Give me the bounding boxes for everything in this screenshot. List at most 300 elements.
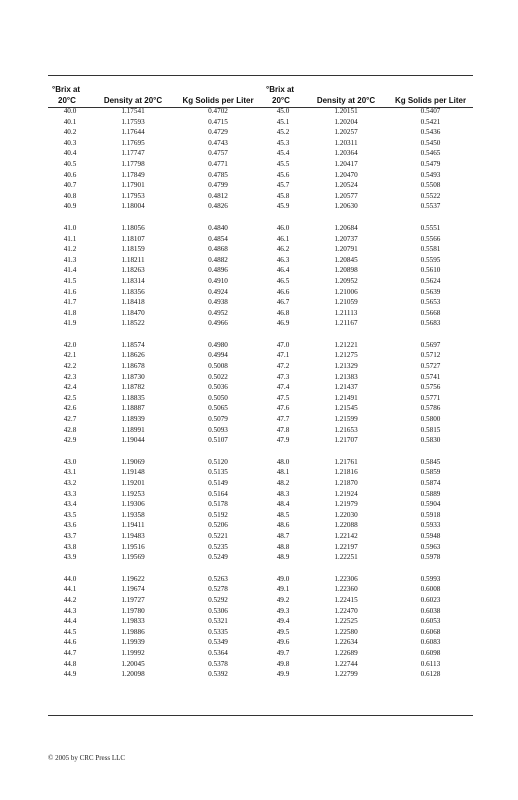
cell-density-right: 1.20791	[334, 245, 358, 254]
table-row	[48, 350, 473, 361]
cell-brix-left: 44.9	[63, 670, 77, 679]
cell-solids-left: 0.5221	[208, 531, 228, 540]
table-row	[48, 318, 473, 329]
cell-solids-right: 0.5595	[420, 255, 441, 264]
table-row	[48, 467, 473, 478]
cell-solids-right: 0.6038	[420, 606, 441, 615]
cell-brix-right: 49.4	[276, 617, 290, 626]
cell-brix-right: 47.5	[276, 393, 290, 402]
table-row	[48, 552, 473, 563]
table-row	[48, 574, 473, 585]
cell-solids-right: 0.5683	[420, 319, 441, 328]
cell-density-right: 1.22470	[334, 606, 358, 615]
cell-solids-right: 0.6008	[420, 585, 441, 594]
cell-solids-right: 0.6023	[420, 595, 441, 604]
cell-density-right: 1.21383	[334, 372, 358, 381]
table-row	[48, 180, 473, 191]
cell-brix-left: 44.3	[63, 606, 77, 615]
cell-solids-left: 0.5335	[208, 627, 228, 636]
cell-brix-left: 44.4	[63, 617, 77, 626]
header-solids-left: Kg Solids per Liter	[182, 96, 254, 105]
group-spacer	[48, 446, 473, 457]
cell-solids-left: 0.5149	[208, 479, 228, 487]
cell-solids-left: 0.4980	[208, 340, 228, 349]
cell-density-right: 1.21113	[334, 308, 358, 317]
cell-solids-left: 0.4952	[208, 308, 228, 317]
cell-density-right: 1.20684	[334, 223, 358, 232]
cell-brix-left: 42.1	[63, 351, 77, 360]
cell-density-right: 1.22197	[334, 542, 358, 551]
cell-solids-left: 0.4924	[208, 287, 228, 296]
table-row	[48, 648, 473, 659]
header-brix-line2: 20°C	[58, 96, 76, 105]
cell-solids-left: 0.4882	[208, 255, 228, 264]
cell-solids-left: 0.5292	[208, 595, 228, 604]
cell-solids-right: 0.5610	[420, 266, 441, 275]
cell-brix-left: 44.8	[63, 659, 77, 668]
cell-brix-left: 40.7	[63, 181, 77, 190]
cell-brix-left: 42.3	[63, 372, 77, 381]
cell-solids-right: 0.5815	[420, 425, 441, 434]
cell-solids-right: 0.5668	[420, 308, 441, 317]
table-row	[48, 637, 473, 648]
cell-density-right: 1.20204	[334, 117, 358, 126]
cell-density-right: 1.22415	[334, 595, 358, 604]
spacer-cell	[48, 212, 473, 223]
cell-brix-right: 48.1	[276, 468, 290, 477]
cell-density-left: 1.17798	[121, 159, 145, 168]
cell-solids-left: 0.4729	[208, 128, 228, 137]
cell-brix-right: 48.7	[276, 531, 290, 540]
cell-brix-left: 41.8	[63, 308, 77, 317]
cell-density-left: 1.19569	[121, 553, 145, 562]
cell-brix-right: 46.0	[276, 223, 290, 232]
cell-density-left: 1.18939	[121, 415, 145, 424]
table-row	[48, 510, 473, 521]
cell-density-left: 1.19483	[121, 531, 145, 540]
cell-density-right: 1.20737	[334, 234, 358, 243]
cell-solids-left: 0.4910	[208, 276, 228, 285]
cell-brix-right: 47.0	[276, 340, 290, 349]
cell-brix-right: 46.8	[276, 308, 290, 317]
table-row	[48, 382, 473, 393]
cell-density-left: 1.17901	[121, 181, 145, 190]
cell-brix-right: 49.0	[276, 574, 290, 583]
cell-density-right: 1.21059	[334, 298, 358, 307]
cell-density-right: 1.22030	[334, 510, 358, 519]
cell-density-right: 1.21761	[334, 457, 358, 466]
cell-density-left: 1.18159	[121, 245, 145, 254]
cell-solids-left: 0.5022	[208, 372, 228, 381]
cell-density-right: 1.21275	[334, 351, 358, 360]
cell-density-left: 1.18626	[121, 351, 145, 360]
cell-density-right: 1.22142	[334, 531, 358, 540]
cell-density-right: 1.21491	[334, 393, 358, 402]
cell-solids-right: 0.5639	[420, 287, 441, 296]
cell-brix-right: 48.2	[276, 479, 290, 487]
cell-solids-left: 0.5349	[208, 638, 228, 647]
cell-brix-right: 46.4	[276, 266, 290, 275]
cell-solids-right: 0.6068	[420, 627, 441, 636]
cell-density-left: 1.19516	[121, 542, 145, 551]
cell-density-left: 1.19358	[121, 510, 145, 519]
cell-density-left: 1.17747	[121, 149, 145, 158]
cell-brix-left: 41.0	[63, 223, 77, 232]
cell-solids-right: 0.6083	[420, 638, 441, 647]
cell-density-right: 1.22306	[334, 574, 358, 583]
cell-brix-left: 41.1	[63, 234, 77, 243]
cell-density-left: 1.17953	[121, 191, 145, 200]
cell-density-right: 1.22799	[334, 670, 358, 679]
cell-solids-left: 0.5120	[208, 457, 228, 466]
spacer-cell	[48, 563, 473, 574]
cell-solids-left: 0.5235	[208, 542, 228, 551]
cell-brix-left: 42.8	[63, 425, 77, 434]
cell-solids-left: 0.5178	[208, 500, 228, 509]
cell-density-right: 1.20257	[334, 128, 358, 137]
cell-solids-left: 0.4938	[208, 298, 228, 307]
header-solids-right: Kg Solids per Liter	[394, 96, 467, 105]
table-row	[48, 265, 473, 276]
cell-brix-right: 45.8	[276, 191, 290, 200]
cell-brix-left: 41.3	[63, 255, 77, 264]
cell-density-right: 1.21924	[334, 489, 358, 498]
cell-density-right: 1.20952	[334, 276, 358, 285]
cell-solids-right: 0.5771	[420, 393, 441, 402]
cell-solids-right: 0.6128	[420, 670, 441, 679]
table-row	[48, 276, 473, 287]
cell-density-left: 1.18418	[121, 298, 145, 307]
table-row	[48, 234, 473, 245]
brix-density-table	[48, 84, 473, 680]
cell-density-left: 1.18470	[121, 308, 145, 317]
cell-density-right: 1.21167	[334, 319, 358, 328]
header-brix-right	[262, 84, 304, 106]
cell-brix-right: 49.3	[276, 606, 290, 615]
cell-brix-right: 48.9	[276, 553, 290, 562]
cell-brix-left: 40.1	[63, 117, 77, 126]
table-row	[48, 372, 473, 383]
table-row	[48, 457, 473, 468]
table-row	[48, 361, 473, 372]
cell-density-left: 1.18678	[121, 362, 145, 371]
cell-solids-right: 0.5933	[420, 521, 441, 530]
cell-brix-left: 43.5	[63, 510, 77, 519]
table-row	[48, 138, 473, 149]
cell-solids-left: 0.4896	[208, 266, 228, 275]
cell-solids-left: 0.4715	[208, 117, 228, 126]
cell-brix-left: 42.6	[63, 404, 77, 413]
cell-solids-right: 0.5978	[420, 553, 441, 562]
table-row	[48, 520, 473, 531]
cell-brix-left: 43.8	[63, 542, 77, 551]
cell-brix-left: 43.9	[63, 553, 77, 562]
cell-density-right: 1.21599	[334, 415, 358, 424]
cell-solids-right: 0.5581	[420, 245, 441, 254]
cell-density-right: 1.20524	[334, 181, 358, 190]
cell-brix-right: 48.4	[276, 500, 290, 509]
cell-brix-right: 45.2	[276, 128, 290, 137]
cell-brix-left: 41.2	[63, 245, 77, 254]
table-row	[48, 127, 473, 138]
cell-solids-left: 0.5306	[208, 606, 228, 615]
cell-solids-right: 0.5407	[420, 107, 441, 115]
cell-brix-left: 40.4	[63, 149, 77, 158]
cell-brix-left: 42.9	[63, 436, 77, 445]
cell-brix-left: 40.2	[63, 128, 77, 137]
cell-brix-left: 42.7	[63, 415, 77, 424]
cell-brix-left: 40.6	[63, 170, 77, 179]
cell-solids-right: 0.5845	[420, 457, 441, 466]
cell-brix-right: 49.1	[276, 585, 290, 594]
cell-brix-left: 41.6	[63, 287, 77, 296]
cell-solids-left: 0.5192	[208, 510, 228, 519]
cell-solids-right: 0.5889	[420, 489, 441, 498]
cell-density-left: 1.19992	[121, 648, 145, 657]
cell-solids-right: 0.5741	[420, 372, 441, 381]
cell-density-right: 1.21329	[334, 362, 358, 371]
cell-brix-right: 45.9	[276, 202, 290, 211]
cell-solids-right: 0.5800	[420, 415, 441, 424]
cell-brix-left: 41.5	[63, 276, 77, 285]
header-brix-left	[48, 84, 92, 106]
cell-density-right: 1.22634	[334, 638, 358, 647]
cell-brix-right: 45.0	[276, 107, 290, 115]
cell-solids-left: 0.5164	[208, 489, 228, 498]
cell-brix-left: 43.6	[63, 521, 77, 530]
cell-solids-left: 0.5263	[208, 574, 228, 583]
cell-brix-right: 49.5	[276, 627, 290, 636]
table-row	[48, 425, 473, 436]
table-row	[48, 148, 473, 159]
cell-solids-left: 0.4966	[208, 319, 228, 328]
cell-solids-right: 0.5624	[420, 276, 441, 285]
cell-density-left: 1.18263	[121, 266, 145, 275]
cell-density-right: 1.20577	[334, 191, 358, 200]
cell-brix-right: 46.6	[276, 287, 290, 296]
cell-density-right: 1.22744	[334, 659, 358, 668]
cell-solids-left: 0.4771	[208, 159, 228, 168]
cell-brix-right: 48.5	[276, 510, 290, 519]
table-row	[48, 616, 473, 627]
cell-brix-left: 40.5	[63, 159, 77, 168]
cell-density-right: 1.21707	[334, 436, 358, 445]
cell-brix-right: 49.2	[276, 595, 290, 604]
cell-density-right: 1.21545	[334, 404, 358, 413]
table-row	[48, 170, 473, 181]
cell-solids-right: 0.5566	[420, 234, 441, 243]
cell-density-left: 1.19148	[121, 468, 145, 477]
group-spacer	[48, 563, 473, 574]
cell-brix-right: 47.1	[276, 351, 290, 360]
cell-solids-right: 0.5436	[420, 128, 441, 137]
cell-solids-left: 0.5321	[208, 617, 228, 626]
cell-solids-right: 0.5537	[420, 202, 441, 211]
cell-solids-right: 0.5421	[420, 117, 441, 126]
cell-density-left: 1.17541	[121, 107, 145, 115]
cell-density-right: 1.22580	[334, 627, 358, 636]
cell-density-left: 1.18835	[121, 393, 145, 402]
cell-density-left: 1.19069	[121, 457, 145, 466]
cell-brix-left: 43.0	[63, 457, 77, 466]
cell-density-left: 1.18056	[121, 223, 145, 232]
table-row	[48, 297, 473, 308]
table-row	[48, 159, 473, 170]
cell-brix-left: 41.7	[63, 298, 77, 307]
cell-density-left: 1.18574	[121, 340, 145, 349]
cell-solids-left: 0.5065	[208, 404, 228, 413]
table-row	[48, 340, 473, 351]
cell-brix-left: 43.2	[63, 479, 77, 487]
cell-density-left: 1.19939	[121, 638, 145, 647]
cell-density-right: 1.22251	[334, 553, 358, 562]
cell-brix-left: 43.7	[63, 531, 77, 540]
cell-solids-right: 0.5993	[420, 574, 441, 583]
cell-density-left: 1.18314	[121, 276, 145, 285]
cell-density-right: 1.22360	[334, 585, 358, 594]
cell-density-right: 1.20470	[334, 170, 358, 179]
cell-density-left: 1.19833	[121, 617, 145, 626]
cell-density-right: 1.20417	[334, 159, 358, 168]
cell-brix-right: 48.0	[276, 457, 290, 466]
cell-solids-right: 0.5874	[420, 479, 441, 487]
group-spacer	[48, 212, 473, 223]
cell-brix-left: 43.4	[63, 500, 77, 509]
cell-density-right: 1.20311	[334, 138, 358, 147]
header-density-right: Density at 20°C	[316, 96, 376, 105]
header-brix-line1: °Brix at	[52, 85, 81, 94]
cell-solids-left: 0.4994	[208, 351, 228, 360]
table-row	[48, 627, 473, 638]
cell-solids-left: 0.5392	[208, 670, 228, 679]
table-row	[48, 403, 473, 414]
cell-brix-left: 40.8	[63, 191, 77, 200]
cell-density-right: 1.20630	[334, 202, 358, 211]
cell-solids-right: 0.5493	[420, 170, 441, 179]
cell-solids-left: 0.4812	[208, 191, 228, 200]
cell-brix-left: 43.3	[63, 489, 77, 498]
table-body	[48, 106, 473, 680]
table-row	[48, 191, 473, 202]
cell-brix-right: 45.3	[276, 138, 290, 147]
cell-density-right: 1.21816	[334, 468, 358, 477]
cell-solids-right: 0.5697	[420, 340, 441, 349]
cell-solids-left: 0.5364	[208, 648, 228, 657]
cell-solids-left: 0.4868	[208, 245, 228, 254]
cell-brix-left: 42.4	[63, 383, 77, 392]
cell-solids-left: 0.5278	[208, 585, 228, 594]
cell-solids-right: 0.5756	[420, 383, 441, 392]
cell-density-right: 1.20845	[334, 255, 358, 264]
cell-solids-right: 0.5948	[420, 531, 441, 540]
table-row	[48, 201, 473, 212]
cell-density-left: 1.19253	[121, 489, 145, 498]
table-row	[48, 478, 473, 489]
cell-solids-right: 0.5712	[420, 351, 441, 360]
table-row	[48, 308, 473, 319]
copyright-footer: © 2005 by CRC Press LLC	[48, 754, 126, 762]
cell-brix-right: 48.6	[276, 521, 290, 530]
cell-brix-right: 49.9	[276, 670, 290, 679]
table-row	[48, 669, 473, 680]
cell-density-left: 1.20098	[121, 670, 145, 679]
cell-density-left: 1.17849	[121, 170, 145, 179]
cell-solids-right: 0.6113	[420, 659, 441, 668]
cell-brix-right: 48.8	[276, 542, 290, 551]
cell-density-left: 1.18887	[121, 404, 145, 413]
table-bottom-rule	[48, 715, 473, 716]
cell-solids-left: 0.5249	[208, 553, 228, 562]
cell-density-left: 1.18107	[121, 234, 145, 243]
table-row	[48, 106, 473, 117]
cell-brix-right: 48.3	[276, 489, 290, 498]
cell-density-right: 1.21221	[334, 340, 358, 349]
cell-brix-left: 43.1	[63, 468, 77, 477]
table-row	[48, 595, 473, 606]
table-header	[48, 84, 473, 106]
cell-solids-right: 0.6053	[420, 617, 441, 626]
cell-brix-right: 49.8	[276, 659, 290, 668]
cell-density-left: 1.19622	[121, 574, 145, 583]
cell-solids-left: 0.5107	[208, 436, 228, 445]
table-row	[48, 489, 473, 500]
cell-solids-right: 0.5904	[420, 500, 441, 509]
cell-brix-left: 42.5	[63, 393, 77, 402]
cell-density-right: 1.21006	[334, 287, 358, 296]
cell-brix-right: 49.7	[276, 648, 290, 657]
cell-solids-right: 0.5522	[420, 191, 441, 200]
cell-brix-right: 46.5	[276, 276, 290, 285]
cell-density-right: 1.22088	[334, 521, 358, 530]
cell-density-left: 1.19780	[121, 606, 145, 615]
table-row	[48, 287, 473, 298]
cell-brix-left: 40.0	[63, 107, 77, 115]
cell-brix-right: 45.5	[276, 159, 290, 168]
cell-solids-left: 0.5093	[208, 425, 228, 434]
cell-solids-right: 0.5653	[420, 298, 441, 307]
cell-brix-left: 42.0	[63, 340, 77, 349]
cell-density-right: 1.21437	[334, 383, 358, 392]
cell-brix-right: 45.1	[276, 117, 290, 126]
cell-solids-left: 0.4854	[208, 234, 228, 243]
cell-density-right: 1.22689	[334, 648, 358, 657]
cell-brix-left: 40.9	[63, 202, 77, 211]
cell-solids-left: 0.5008	[208, 362, 228, 371]
cell-solids-right: 0.5727	[420, 362, 441, 371]
cell-solids-right: 0.5918	[420, 510, 441, 519]
cell-density-left: 1.18522	[121, 319, 145, 328]
cell-density-left: 1.18356	[121, 287, 145, 296]
cell-solids-left: 0.4799	[208, 181, 228, 190]
cell-brix-right: 47.6	[276, 404, 290, 413]
cell-density-left: 1.19201	[121, 479, 145, 487]
cell-solids-right: 0.6098	[420, 648, 441, 657]
cell-brix-left: 44.5	[63, 627, 77, 636]
spacer-cell	[48, 329, 473, 340]
cell-density-left: 1.17593	[121, 117, 145, 126]
table-row	[48, 393, 473, 404]
table-row	[48, 435, 473, 446]
cell-density-left: 1.19411	[121, 521, 145, 530]
table-row	[48, 584, 473, 595]
spacer-cell	[48, 446, 473, 457]
cell-density-right: 1.20898	[334, 266, 358, 275]
table-top-rule	[48, 75, 473, 76]
cell-density-left: 1.18730	[121, 372, 145, 381]
table-row	[48, 223, 473, 234]
group-spacer	[48, 329, 473, 340]
cell-solids-left: 0.4743	[208, 138, 228, 147]
